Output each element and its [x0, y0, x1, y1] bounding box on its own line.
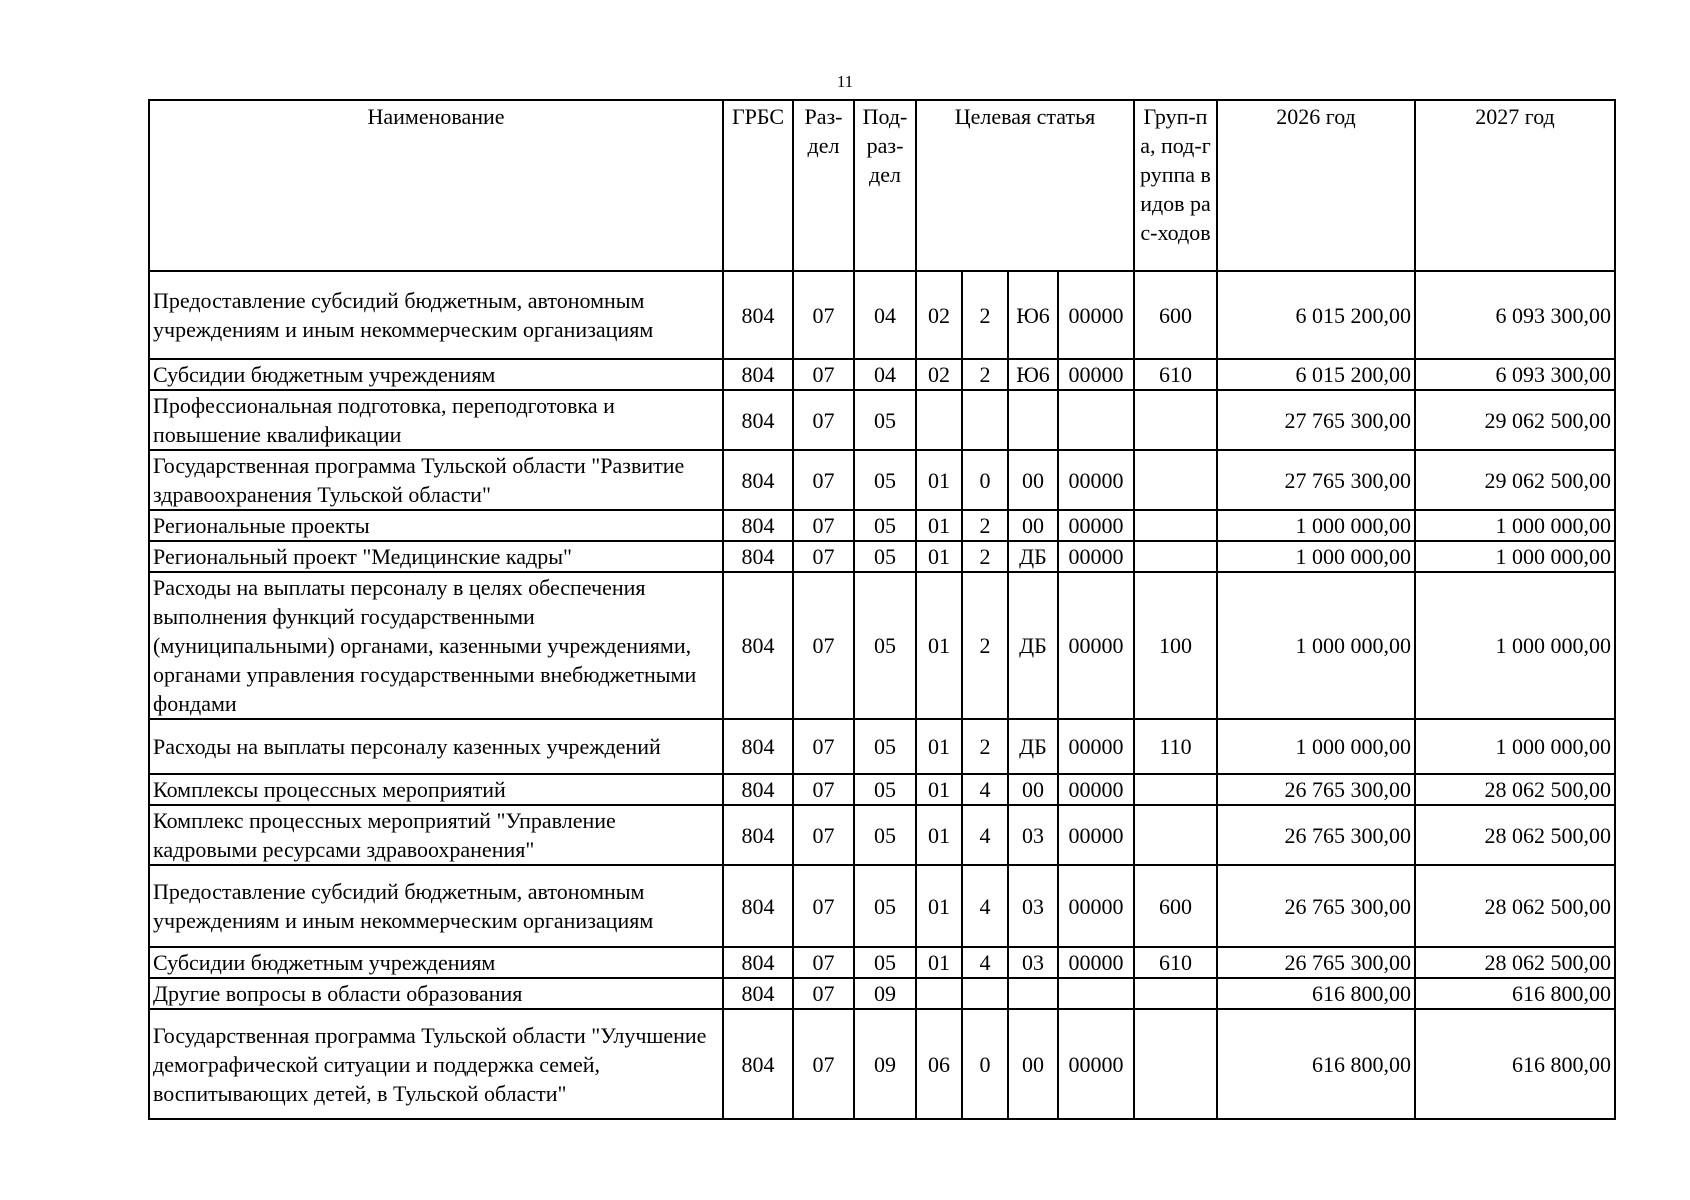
row-target-direction: 00000 [1058, 947, 1134, 978]
row-target-direction: 00000 [1058, 719, 1134, 774]
row-amount-2026: 26 765 300,00 [1217, 865, 1415, 947]
row-amount-2027: 1 000 000,00 [1415, 572, 1615, 719]
row-target-program: 01 [916, 865, 962, 947]
row-target-type: 0 [962, 450, 1008, 510]
table-body [149, 271, 1615, 1119]
row-amount-2026: 616 800,00 [1217, 1009, 1415, 1119]
row-expense-group [1134, 1009, 1217, 1119]
row-amount-2026: 27 765 300,00 [1217, 390, 1415, 450]
table-row [149, 572, 1615, 719]
row-target-direction: 00000 [1058, 1009, 1134, 1119]
row-podrazdel: 05 [854, 510, 916, 541]
row-grbs: 804 [723, 450, 793, 510]
row-razdel: 07 [793, 805, 854, 865]
row-amount-2027: 28 062 500,00 [1415, 774, 1615, 805]
row-target-type: 2 [962, 572, 1008, 719]
row-target-direction: 00000 [1058, 541, 1134, 572]
row-podrazdel: 05 [854, 450, 916, 510]
row-target-element: 00 [1008, 510, 1058, 541]
row-amount-2026: 1 000 000,00 [1217, 719, 1415, 774]
row-razdel: 07 [793, 510, 854, 541]
table-row [149, 271, 1615, 359]
row-target-element: Ю6 [1008, 271, 1058, 359]
row-razdel: 07 [793, 865, 854, 947]
row-expense-group: 600 [1134, 271, 1217, 359]
row-name: Комплексы процессных мероприятий [149, 774, 723, 805]
row-target-element: ДБ [1008, 719, 1058, 774]
row-name: Региональный проект "Медицинские кадры" [149, 541, 723, 572]
table-row [149, 719, 1615, 774]
row-razdel: 07 [793, 450, 854, 510]
column-header-name: Наименование [149, 100, 723, 271]
row-target-type: 2 [962, 271, 1008, 359]
row-name: Субсидии бюджетным учреждениям [149, 947, 723, 978]
row-razdel: 07 [793, 774, 854, 805]
row-target-element: 03 [1008, 947, 1058, 978]
row-grbs: 804 [723, 541, 793, 572]
row-amount-2027: 28 062 500,00 [1415, 947, 1615, 978]
row-podrazdel: 05 [854, 541, 916, 572]
row-target-program: 02 [916, 359, 962, 390]
row-razdel: 07 [793, 572, 854, 719]
row-grbs: 804 [723, 947, 793, 978]
row-target-element: ДБ [1008, 572, 1058, 719]
row-name: Комплекс процессных мероприятий "Управление кадровыми ресурсами здравоохранения" [149, 805, 723, 865]
row-amount-2027: 1 000 000,00 [1415, 510, 1615, 541]
row-razdel: 07 [793, 390, 854, 450]
row-amount-2027: 1 000 000,00 [1415, 719, 1615, 774]
row-target-type: 4 [962, 805, 1008, 865]
row-razdel: 07 [793, 947, 854, 978]
row-amount-2026: 26 765 300,00 [1217, 774, 1415, 805]
row-target-type: 4 [962, 865, 1008, 947]
table-row [149, 774, 1615, 805]
row-target-program: 01 [916, 572, 962, 719]
row-expense-group [1134, 510, 1217, 541]
column-header-expense-group: Груп-па, под-группа видов рас-ходов [1134, 100, 1217, 271]
row-expense-group [1134, 541, 1217, 572]
row-target-element: 00 [1008, 774, 1058, 805]
row-amount-2027: 6 093 300,00 [1415, 271, 1615, 359]
row-target-element: 03 [1008, 805, 1058, 865]
row-podrazdel: 09 [854, 1009, 916, 1119]
row-target-type: 2 [962, 510, 1008, 541]
row-amount-2027: 29 062 500,00 [1415, 390, 1615, 450]
row-podrazdel: 05 [854, 774, 916, 805]
row-amount-2027: 28 062 500,00 [1415, 865, 1615, 947]
row-target-element: 00 [1008, 450, 1058, 510]
table-row [149, 450, 1615, 510]
table-row [149, 947, 1615, 978]
row-expense-group [1134, 450, 1217, 510]
row-target-type: 4 [962, 947, 1008, 978]
row-expense-group: 600 [1134, 865, 1217, 947]
row-podrazdel: 04 [854, 359, 916, 390]
row-podrazdel: 05 [854, 805, 916, 865]
row-amount-2026: 1 000 000,00 [1217, 572, 1415, 719]
row-grbs: 804 [723, 719, 793, 774]
column-header-podrazdel: Под-раз-дел [854, 100, 916, 271]
row-expense-group: 110 [1134, 719, 1217, 774]
row-razdel: 07 [793, 978, 854, 1009]
budget-table [148, 99, 1616, 1120]
row-target-type: 2 [962, 541, 1008, 572]
row-name: Расходы на выплаты персоналу в целях обеспечения выполнения функций государственными (муниципальными) органами, казенными учреждениями, органами управления государственными внебюджетными фондами [149, 572, 723, 719]
row-amount-2026: 1 000 000,00 [1217, 541, 1415, 572]
row-target-element: ДБ [1008, 541, 1058, 572]
row-podrazdel: 09 [854, 978, 916, 1009]
column-header-year-2027: 2027 год [1415, 100, 1615, 271]
row-target-direction: 00000 [1058, 865, 1134, 947]
row-target-type: 4 [962, 774, 1008, 805]
row-target-direction: 00000 [1058, 805, 1134, 865]
row-razdel: 07 [793, 541, 854, 572]
row-target-type: 0 [962, 1009, 1008, 1119]
row-target-program: 06 [916, 1009, 962, 1119]
row-name: Государственная программа Тульской области "Развитие здравоохранения Тульской области" [149, 450, 723, 510]
row-podrazdel: 05 [854, 719, 916, 774]
row-grbs: 804 [723, 572, 793, 719]
row-target-element: 00 [1008, 1009, 1058, 1119]
row-target-element [1008, 978, 1058, 1009]
row-expense-group: 610 [1134, 359, 1217, 390]
row-expense-group [1134, 978, 1217, 1009]
row-grbs: 804 [723, 774, 793, 805]
column-header-target: Целевая статья [916, 100, 1134, 271]
row-target-direction: 00000 [1058, 572, 1134, 719]
row-target-direction [1058, 978, 1134, 1009]
row-amount-2027: 616 800,00 [1415, 978, 1615, 1009]
row-name: Предоставление субсидий бюджетным, автономным учреждениям и иным некоммерческим организациям [149, 271, 723, 359]
table-row [149, 805, 1615, 865]
table-row [149, 978, 1615, 1009]
row-target-element [1008, 390, 1058, 450]
row-expense-group [1134, 390, 1217, 450]
table-row [149, 865, 1615, 947]
row-expense-group: 610 [1134, 947, 1217, 978]
row-expense-group: 100 [1134, 572, 1217, 719]
row-amount-2026: 1 000 000,00 [1217, 510, 1415, 541]
row-amount-2027: 29 062 500,00 [1415, 450, 1615, 510]
row-expense-group [1134, 774, 1217, 805]
row-target-program: 01 [916, 774, 962, 805]
row-target-element: Ю6 [1008, 359, 1058, 390]
row-target-program: 01 [916, 719, 962, 774]
row-grbs: 804 [723, 510, 793, 541]
row-podrazdel: 05 [854, 572, 916, 719]
row-name: Региональные проекты [149, 510, 723, 541]
row-name: Субсидии бюджетным учреждениям [149, 359, 723, 390]
column-header-year-2026: 2026 год [1217, 100, 1415, 271]
row-grbs: 804 [723, 805, 793, 865]
table-header-row [149, 100, 1615, 271]
row-target-program: 01 [916, 805, 962, 865]
row-razdel: 07 [793, 271, 854, 359]
row-target-program: 01 [916, 510, 962, 541]
row-target-type: 2 [962, 719, 1008, 774]
row-target-direction: 00000 [1058, 271, 1134, 359]
table-row [149, 510, 1615, 541]
table-row [149, 541, 1615, 572]
row-name: Государственная программа Тульской области "Улучшение демографической ситуации и поддержка семей, воспитывающих детей, в Тульской области" [149, 1009, 723, 1119]
row-podrazdel: 04 [854, 271, 916, 359]
row-target-direction: 00000 [1058, 510, 1134, 541]
row-target-direction: 00000 [1058, 450, 1134, 510]
row-target-program: 02 [916, 271, 962, 359]
row-target-program: 01 [916, 541, 962, 572]
row-name: Предоставление субсидий бюджетным, автономным учреждениям и иным некоммерческим организациям [149, 865, 723, 947]
row-grbs: 804 [723, 1009, 793, 1119]
row-amount-2026: 6 015 200,00 [1217, 359, 1415, 390]
row-target-direction: 00000 [1058, 774, 1134, 805]
row-amount-2026: 27 765 300,00 [1217, 450, 1415, 510]
row-amount-2027: 6 093 300,00 [1415, 359, 1615, 390]
row-target-program: 01 [916, 947, 962, 978]
row-amount-2026: 6 015 200,00 [1217, 271, 1415, 359]
row-target-type [962, 390, 1008, 450]
row-name: Профессиональная подготовка, переподготовка и повышение квалификации [149, 390, 723, 450]
row-razdel: 07 [793, 719, 854, 774]
row-amount-2026: 26 765 300,00 [1217, 805, 1415, 865]
row-amount-2026: 26 765 300,00 [1217, 947, 1415, 978]
row-amount-2026: 616 800,00 [1217, 978, 1415, 1009]
row-amount-2027: 616 800,00 [1415, 1009, 1615, 1119]
row-name: Расходы на выплаты персоналу казенных учреждений [149, 719, 723, 774]
column-header-razdel: Раз-дел [793, 100, 854, 271]
table-row [149, 1009, 1615, 1119]
column-header-grbs: ГРБС [723, 100, 793, 271]
row-target-direction [1058, 390, 1134, 450]
row-target-type: 2 [962, 359, 1008, 390]
row-expense-group [1134, 805, 1217, 865]
page-number: 11 [836, 72, 854, 91]
table-row [149, 390, 1615, 450]
row-grbs: 804 [723, 359, 793, 390]
row-amount-2027: 28 062 500,00 [1415, 805, 1615, 865]
row-name: Другие вопросы в области образования [149, 978, 723, 1009]
row-target-element: 03 [1008, 865, 1058, 947]
row-target-program: 01 [916, 450, 962, 510]
row-grbs: 804 [723, 865, 793, 947]
row-grbs: 804 [723, 271, 793, 359]
row-grbs: 804 [723, 390, 793, 450]
row-podrazdel: 05 [854, 390, 916, 450]
table-row [149, 359, 1615, 390]
row-podrazdel: 05 [854, 865, 916, 947]
row-amount-2027: 1 000 000,00 [1415, 541, 1615, 572]
row-razdel: 07 [793, 359, 854, 390]
row-target-program [916, 978, 962, 1009]
row-podrazdel: 05 [854, 947, 916, 978]
row-target-type [962, 978, 1008, 1009]
row-grbs: 804 [723, 978, 793, 1009]
row-target-direction: 00000 [1058, 359, 1134, 390]
row-target-program [916, 390, 962, 450]
row-razdel: 07 [793, 1009, 854, 1119]
